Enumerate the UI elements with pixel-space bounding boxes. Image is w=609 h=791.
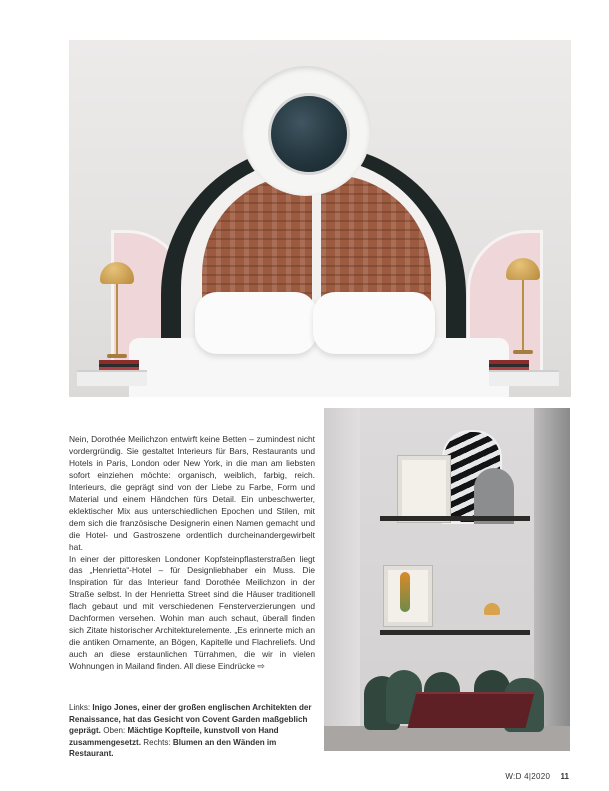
pillow-left <box>195 292 317 354</box>
round-mirror <box>268 93 350 175</box>
caption-oben-label: Oben: <box>103 726 126 736</box>
dining-table <box>408 692 535 728</box>
photo-caption <box>69 702 317 760</box>
hotel-bedroom-photo <box>69 40 571 397</box>
continue-arrow-icon: ⇨ <box>257 661 265 672</box>
caption-links-text: Inigo Jones, einer der großen englischen Architekten der Renaissance, hat das Gesicht von Covent Garden maßgeblich geprägt. <box>69 703 312 736</box>
pillow-right <box>313 292 435 354</box>
article-paragraph-2 <box>69 554 315 674</box>
restaurant-photo <box>324 408 570 751</box>
flower-illustration <box>400 572 410 612</box>
caption-links-label: Links: <box>69 703 91 712</box>
article-paragraph-2-text: In einer der pittoresken Londoner Kopfsteinpflasterstraßen liegt das „Henrietta“-Hotel – für Designliebhaber ein Muss. Die Inspiration für das Interieur fand Dorothée Meilichzon in der Straße selbst. In der Henrietta Street sind die Häuser traditionell flach gebaut und mit verschiedenen Fensterverzierungen und Dachformen versehen. Wohin man auch schaut, überall finden sich Zitate historischer Architekturelemente. „Es erinnerte mich an die antiken Ornamente, an Bögen, Kapitelle und Flachreliefs. Und auch an diese erstaunlichen Türrahmen, die wir in vielen Wohnungen in Mailand finden. All diese Eindrücke <box>69 553 315 672</box>
restaurant-column <box>324 408 360 751</box>
caption-rechts-text: Blumen an den Wänden im Restaurant. <box>69 737 277 759</box>
books-left <box>99 360 139 370</box>
lamp-stem-right <box>522 280 524 350</box>
caption-oben-text: Mächtige Kopfteile, kunstvoll von Hand zusammengesetzt. <box>69 726 279 747</box>
caption-rechts-label: Rechts: <box>143 737 171 747</box>
lamp-stem-left <box>116 284 118 354</box>
article-paragraph-1: Nein, Dorothée Meilichzon entwirft keine Betten – zumindest nicht vordergründig. Sie gestaltet Interieurs für Bars, Restaurants und Hotels in Paris, London oder New York, in die man am liebsten sofort einziehen möchte: organisch, weiblich, farbig, reich. Interieurs, die geprägt sind von der Liebe zu Farbe, Form und Material und einem Händchen fürs Detail. Ein unbeschwerter, eklektischer Mix aus unterschiedlichen Epochen und Stilen, mit dem sich die französische Designerin einen Namen gemacht und die Hotel- und Gastroszene ordentlich durcheinandergewirbelt hat. <box>69 434 315 552</box>
nightstand-left <box>77 370 147 386</box>
lamp-base-right <box>513 350 533 354</box>
framed-picture-top <box>398 456 450 522</box>
article-body <box>69 434 315 673</box>
page-number: 11 <box>560 772 569 781</box>
shelf-bottom <box>380 630 530 635</box>
books-right <box>489 360 529 370</box>
nightstand-right <box>489 370 559 386</box>
lamp-base-left <box>107 354 127 358</box>
wall-lamp <box>484 603 500 615</box>
shelf-top <box>380 516 530 521</box>
page-footer <box>505 772 569 781</box>
issue-label: W:D 4|2020 <box>505 772 551 781</box>
